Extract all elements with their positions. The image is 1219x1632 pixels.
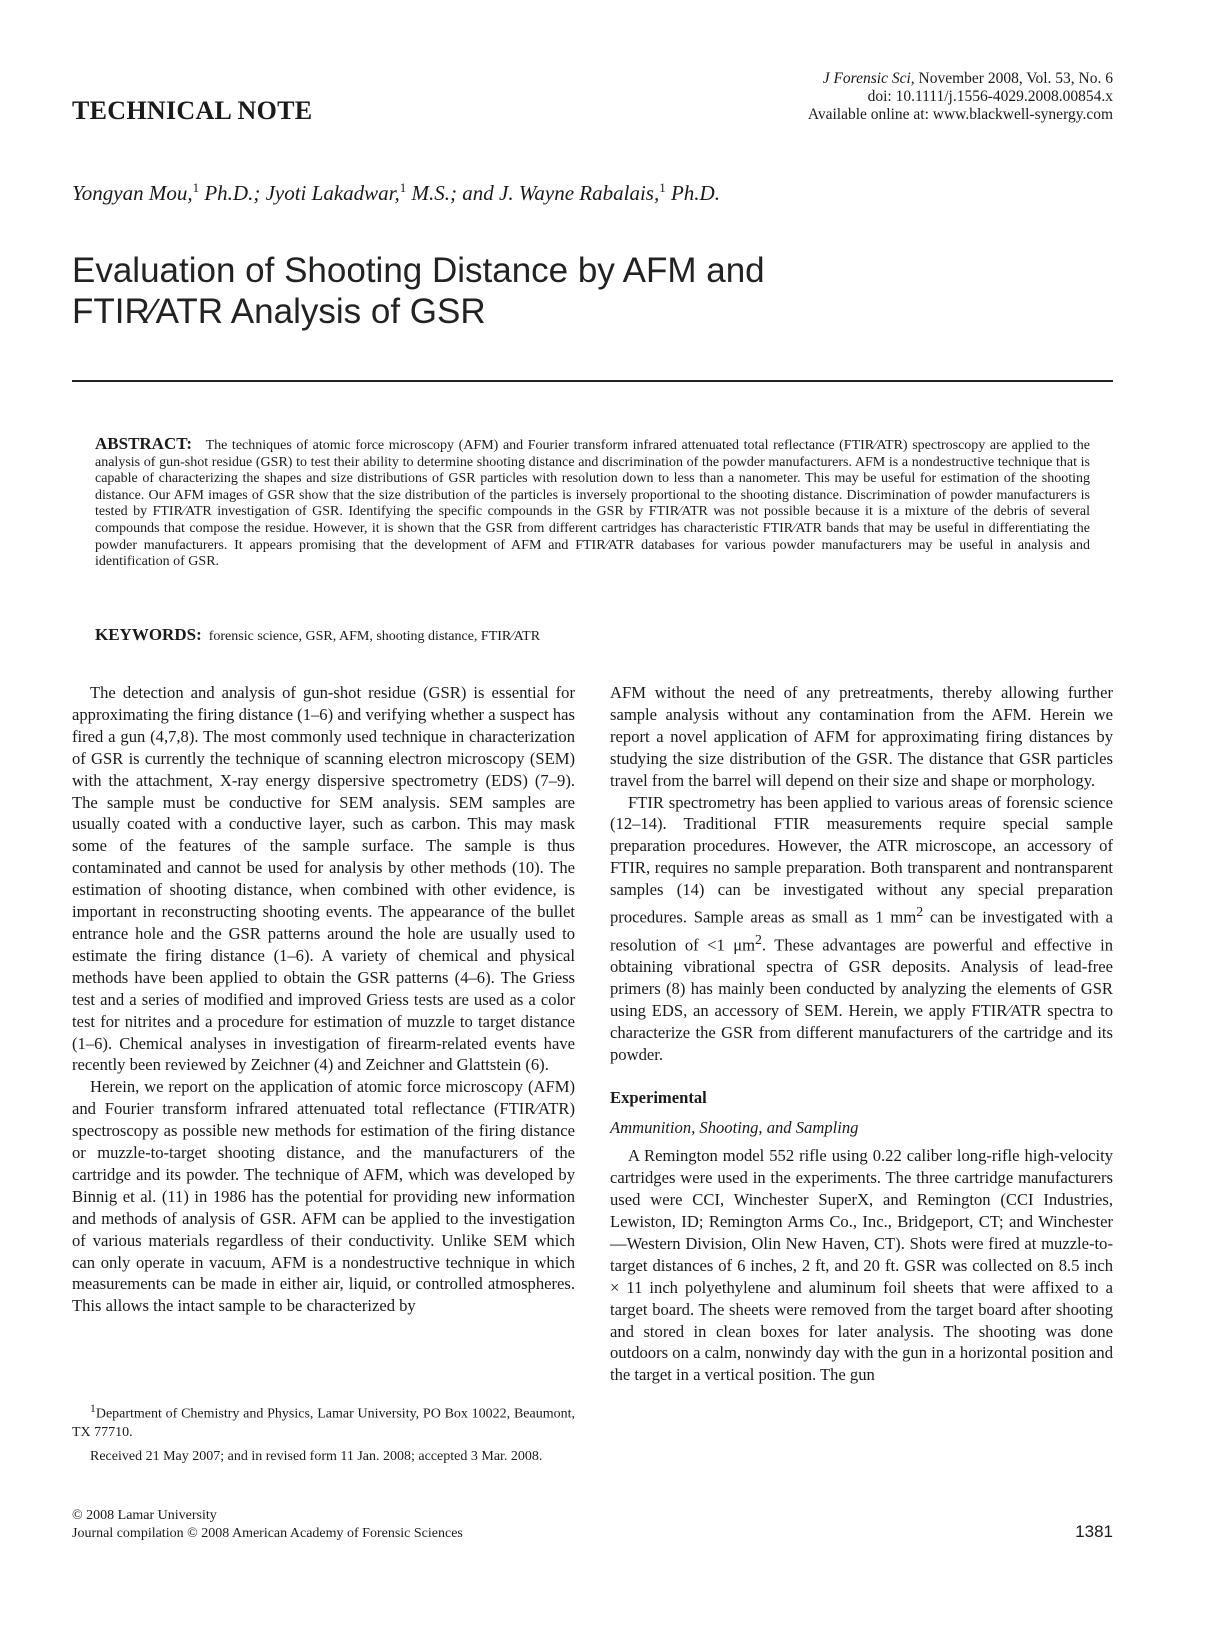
- footnotes: [72, 1400, 575, 1472]
- title-line: FTIR∕ATR Analysis of GSR: [72, 292, 486, 331]
- keywords-label: KEYWORDS:: [95, 625, 202, 644]
- superscript: 2: [916, 904, 924, 920]
- superscript: 2: [755, 931, 762, 947]
- body-paragraph: Herein, we report on the application of atomic force microscopy (AFM) and Fourier transform infrared attenuated total reflectance (FTIR∕ATR) spectroscopy as possible new methods for estimation of the firing distance or muzzle-to-target shooting distance, and the manufacturers of the cartridge and its powder. The technique of AFM, which was developed by Binnig et al. (11) in 1986 has the potential for providing new information and methods of analysis of GSR. AFM can be applied to the investigation of various materials regardless of their conductivity. Unlike SEM which can only operate in vacuum, AFM is a nondestructive technique in which measurements can be made in either air, liquid, or controlled atmospheres. This allows the intact sample to be characterized by: [72, 1077, 575, 1316]
- doi: doi: 10.1111/j.1556-4029.2008.00854.x: [867, 88, 1113, 105]
- affiliation-note: [72, 1400, 575, 1442]
- abstract-text: The techniques of atomic force microscopy (AFM) and Fourier transform infrared attenuated total reflectance (FTIR∕ATR) spectroscopy are applied to the analysis of gun-shot residue (GSR) to test their ability to determine shooting distance and discrimination of the powder manufacturers. AFM is a nondestructive technique that is capable of characterizing the shapes and size distributions of GSR particles with resolution down to less than a nanometer. This may be useful for estimation of the shooting distance. Our AFM images of GSR show that the size distribution of the particles is inversely proportional to the shooting distance. Discrimination of powder manufacturers is tested by FTIR∕ATR investigation of GSR. Identifying the specific compounds in the GSR by FTIR∕ATR was not possible because it is a mixture of the debris of several compounds that compose the residue. However, it is shown that the GSR from different cartridges has characteristic FTIR∕ATR bands that may be useful in differentiating the powder manufacturers. It appears promising that the development of AFM and FTIR∕ATR databases for various powder manufacturers may be useful in analysis and identification of GSR.: [95, 438, 1090, 570]
- section-label: TECHNICAL NOTE: [72, 96, 313, 125]
- page-number: 1381: [1075, 1522, 1113, 1541]
- abstract: [95, 436, 1090, 571]
- affiliation-mark: 1: [659, 180, 666, 195]
- affiliation-mark: 1: [90, 1402, 96, 1415]
- author-degree: Ph.D.: [665, 181, 720, 205]
- journal-citation: [808, 70, 1113, 124]
- copyright: © 2008 Lamar University: [72, 1508, 217, 1523]
- author-degree: M.S.; and: [406, 181, 499, 205]
- right-column: [610, 682, 1113, 1386]
- affiliation-text: Department of Chemistry and Physics, Lamar University, PO Box 10022, Beaumont, TX 77710.: [72, 1406, 575, 1440]
- subsection-heading: Ammunition, Shooting, and Sampling: [610, 1118, 859, 1138]
- journal-compilation: Journal compilation © 2008 American Academy of Forensic Sciences: [72, 1526, 463, 1541]
- author-name: J. Wayne Rabalais,: [499, 181, 660, 205]
- keywords: [95, 625, 540, 645]
- left-column: [72, 682, 575, 1317]
- section-heading: Experimental: [610, 1088, 707, 1108]
- body-paragraph: The detection and analysis of gun-shot residue (GSR) is essential for approximating the firing distance (1–6) and verifying whether a suspect has fired a gun (4,7,8). The most commonly used technique in characterization of GSR is currently the technique of scanning electron microscopy (SEM) with the attachment, X-ray energy dispersive spectrometry (EDS) (7–9). The sample must be conductive for SEM analysis. SEM samples are usually coated with a conductive layer, such as carbon. This may mask some of the features of the sample surface. The sample is thus contaminated and cannot be used for analysis by other methods (10). The estimation of shooting distance, when combined with other evidence, is important in reconstructing shooting events. The appearance of the bullet entrance hole and the GSR patterns around the hole are usually used to estimate the firing distance (1–6). A variety of chemical and physical methods have been applied to obtain the GSR patterns (4–6). The Griess test and a series of modified and improved Griess tests are used as a color test for nitrites and a procedure for estimation of muzzle to target distance (1–6). Chemical analyses in investigation of firearm-related events have recently been reviewed by Zeichner (4) and Zeichner and Glattstein (6).: [72, 683, 575, 1075]
- journal-name: J Forensic Sci,: [822, 70, 915, 87]
- abstract-label: ABSTRACT:: [95, 434, 192, 453]
- paragraph-text: can be investigated with a resolution of <1 μm: [610, 907, 1113, 955]
- keywords-text: forensic science, GSR, AFM, shooting distance, FTIR∕ATR: [208, 629, 541, 644]
- affiliation-mark: 1: [399, 180, 407, 195]
- author-name: Yongyan Mou,: [72, 181, 193, 205]
- body-paragraph: A Remington model 552 rifle using 0.22 caliber long-rifle high-velocity cartridges were used in the experiments. The three cartridge manufacturers used were CCI, Winchester SuperX, and Remington (CCI Industries, Lewiston, ID; Remington Arms Co., Inc., Bridgeport, CT; and Winchester—Western Division, Olin New Haven, CT). Shots were fired at muzzle-to-target distances of 6 inches, 2 ft, and 20 ft. GSR was collected on 8.5 inch × 11 inch polyethylene and aluminum foil sheets that were affixed to a target board. The sheets were removed from the target board after shooting and stored in clean boxes for later analysis. The shooting was done outdoors on a calm, nonwindy day with the gun in a horizontal position and the target in a vertical position. The gun: [610, 1146, 1113, 1385]
- paragraph-text: . These advantages are powerful and effective in obtaining vibrational spectra of GSR deposits. Analysis of lead-free primers (8) has mainly been conducted by analyzing the elements of GSR using EDS, an accessory of SEM. Herein, we apply FTIR∕ATR spectra to characterize the GSR from different manufacturers of the cartridge and its powder.: [610, 935, 1113, 1064]
- paragraph-text: FTIR spectrometry has been applied to various areas of forensic science (12–14). Traditional FTIR measurements require special sample preparation procedures. However, the ATR microscope, an accessory of FTIR, requires no sample preparation. Both transparent and nontransparent samples (14) can be investigated without any special preparation procedures. Sample areas as small as 1 mm: [610, 792, 1113, 927]
- journal-issue: November 2008, Vol. 53, No. 6: [914, 70, 1113, 87]
- title-line: Evaluation of Shooting Distance by AFM and: [72, 251, 765, 290]
- affiliation-mark: 1: [192, 180, 200, 195]
- body-paragraph: [610, 792, 1113, 1066]
- received-note: Received 21 May 2007; and in revised form 11 Jan. 2008; accepted 3 Mar. 2008.: [90, 1448, 543, 1464]
- title-divider: [72, 380, 1113, 382]
- author-degree: Ph.D.;: [199, 181, 266, 205]
- page-footer: [72, 1507, 463, 1543]
- author-list: [72, 180, 720, 206]
- paper-title: [72, 250, 765, 332]
- author-name: Jyoti Lakadwar,: [265, 181, 400, 205]
- availability: Available online at: www.blackwell-synergy.com: [807, 106, 1113, 123]
- body-paragraph: AFM without the need of any pretreatments, thereby allowing further sample analysis without any contamination from the AFM. Herein we report a novel application of AFM for approximating firing distances by studying the size distribution of the GSR. The distance that GSR particles travel from the barrel will depend on their size and shape or morphology.: [610, 683, 1113, 790]
